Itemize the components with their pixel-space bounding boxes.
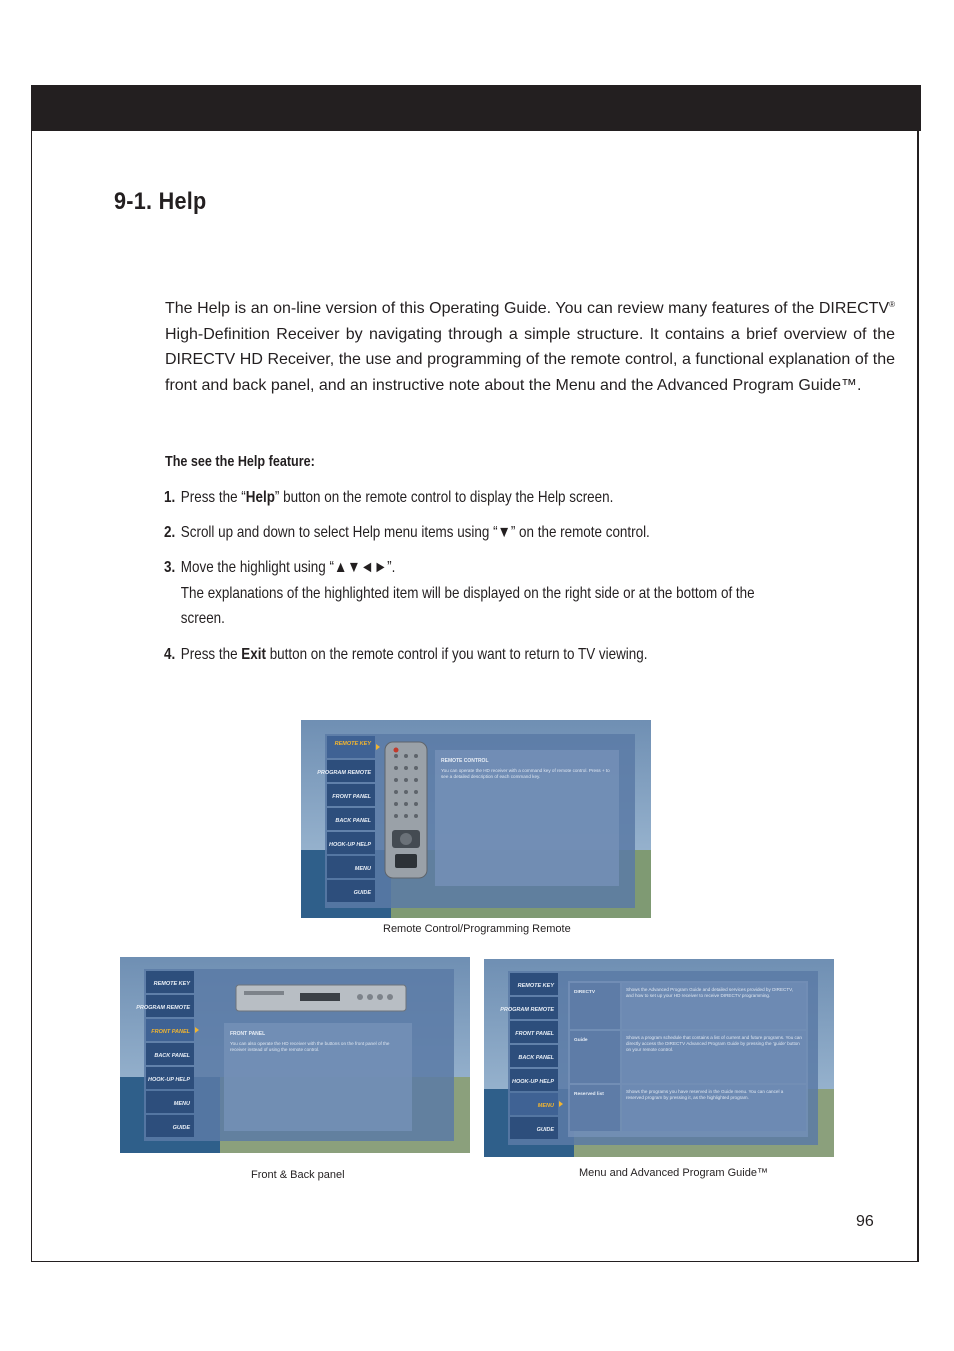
intro-part1: The Help is an on-line version of this Operating Guide. You can review many features of the DIRECTV — [165, 300, 890, 317]
menu-item: MENU — [354, 866, 371, 872]
menu-item: GUIDE — [536, 1127, 554, 1133]
menu-item: HOOK-UP HELP — [148, 1077, 190, 1083]
guide-row-text: Shows a program schedule that contains a list of current and future programs. You can directly access the DIRECTV Advanced Program Guide by pressing the 'guide' button on your remote control. — [626, 1035, 802, 1052]
guide-row-label: Guide — [574, 1038, 588, 1043]
intro-paragraph — [165, 296, 895, 398]
panel-title: REMOTE CONTROL — [441, 758, 489, 764]
steps-heading: The see the Help feature: — [165, 453, 315, 470]
remote-control-icon — [385, 742, 427, 878]
menu-item: PROGRAM REMOTE — [136, 1005, 190, 1011]
menu-item: GUIDE — [172, 1125, 190, 1131]
menu-item: BACK PANEL — [335, 818, 371, 824]
menu-item: FRONT PANEL — [515, 1031, 554, 1037]
menu-item: BACK PANEL — [518, 1055, 554, 1061]
step-number: 2. — [164, 524, 176, 541]
menu-item: BACK PANEL — [154, 1053, 190, 1059]
intro-part2: High-Definition Receiver by navigating through a simple structure. It contains a brief overview of the DIRECTV HD Receiver, the use and programming of the remote control, a functional explanation of the front and back panel, and an instructive note about the Menu and the Advanced Program Guide™. — [165, 325, 895, 394]
panel-text: You can operate the HD receiver with a command key of remote control. Press + to see a detailed description of each command key. — [441, 768, 610, 779]
menu-item: REMOTE KEY — [334, 741, 371, 747]
menu-item: FRONT PANEL — [332, 794, 371, 800]
step-1: 1. Press the “Help” button on the remote control to display the Help screen. — [164, 485, 777, 511]
menu-item: REMOTE KEY — [517, 983, 554, 989]
receiver-front-panel-icon — [236, 985, 406, 1011]
registered-mark: ® — [889, 300, 895, 309]
caption-front-back: Front & Back panel — [251, 1169, 345, 1181]
menu-item: GUIDE — [353, 890, 371, 896]
guide-row-label: Reserved list — [574, 1092, 604, 1097]
caption-menu-guide: Menu and Advanced Program Guide™ — [579, 1167, 768, 1179]
menu-item: PROGRAM REMOTE — [317, 770, 371, 776]
caption-remote: Remote Control/Programming Remote — [383, 923, 571, 935]
section-title: 9-1. Help — [114, 188, 207, 215]
step-number: 1. — [164, 489, 176, 506]
remote-help-screenshot — [301, 720, 651, 918]
step-3: 3. Move the highlight using “▲▼◄►”. The explanations of the highlighted item will be displayed on the right side or at the bottom of the screen. — [164, 555, 777, 581]
front-panel-help-screenshot — [120, 957, 470, 1153]
page-number: 96 — [856, 1213, 874, 1230]
menu-item: PROGRAM REMOTE — [500, 1007, 554, 1013]
step-4: 4. Press the Exit button on the remote control if you want to return to TV viewing. — [164, 642, 777, 668]
menu-item: HOOK-UP HELP — [329, 842, 371, 848]
menu-item: MENU — [537, 1103, 554, 1109]
step-number: 4. — [164, 646, 176, 663]
menu-item: MENU — [173, 1101, 190, 1107]
guide-row-text: Shows the Advanced Program Guide and detailed services provided by DIRECTV, and how to set up your HD receiver to receive DIRECTV programming. — [626, 987, 794, 998]
step-2: 2. Scroll up and down to select Help menu items using “▼” on the remote control. — [164, 520, 777, 546]
panel-text: You can also operate the HD receiver with the buttons on the front panel of the receiver instead of using the remote control. — [230, 1041, 390, 1052]
menu-item: HOOK-UP HELP — [512, 1079, 554, 1085]
menu-item: REMOTE KEY — [153, 981, 190, 987]
guide-row-text: Shows the programs you have reserved in the Guide menu. You can cancel a reserved program by pressing it, as the highlighted program. — [626, 1089, 784, 1100]
menu-guide-help-screenshot — [484, 959, 834, 1157]
step-3-continuation: The explanations of the highlighted item will be displayed on the right side or at the bottom of the screen. — [180, 584, 755, 628]
step-number: 3. — [164, 559, 176, 576]
guide-row-label: DIRECTV — [574, 990, 596, 995]
panel-title: FRONT PANEL — [230, 1031, 266, 1037]
help-button-label: Help — [245, 489, 275, 506]
menu-item: FRONT PANEL — [151, 1029, 190, 1035]
exit-button-label: Exit — [241, 646, 266, 663]
